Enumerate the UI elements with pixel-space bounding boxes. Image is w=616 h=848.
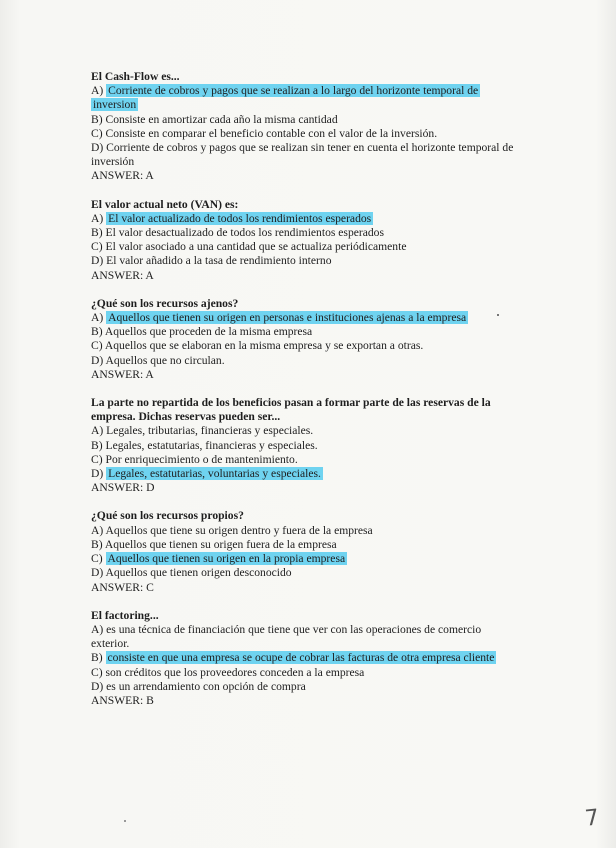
option-text: Consiste en amortizar cada año la misma cantidad [105, 112, 338, 126]
option-prefix: A) [91, 424, 107, 438]
option-c [91, 339, 521, 353]
question-1 [91, 70, 521, 184]
answer-line: ANSWER: B [91, 693, 154, 707]
question-title: La parte no repartida de los beneficios pasan a formar parte de las reservas de la empresa. Dichas reservas pueden ser... [91, 396, 491, 424]
option-d [91, 141, 521, 169]
option-text: Legales, estatutarias, financieras y especiales. [105, 438, 318, 452]
option-prefix: C) [91, 552, 106, 566]
option-c [91, 240, 521, 254]
highlighted-option-text: Legales, estatutarias, voluntarias y especiales. [108, 467, 321, 481]
highlighted-option-text: Aquellos que tienen su origen en la propia empresa [107, 552, 346, 566]
option-prefix: B) [91, 537, 105, 551]
question-title: El valor actual neto (VAN) es: [91, 197, 239, 211]
question-title: El Cash-Flow es... [91, 70, 180, 83]
highlighted-option-text: El valor actualizado de todos los rendimientos esperados [108, 211, 372, 225]
answer-line: ANSWER: D [91, 481, 155, 495]
handwritten-page-number: 7 [583, 805, 601, 832]
option-prefix: B) [91, 651, 106, 665]
scan-speck [497, 314, 499, 316]
option-prefix: C) [91, 452, 106, 466]
option-c [91, 552, 521, 566]
option-a [91, 212, 521, 226]
option-d [91, 354, 521, 368]
option-prefix: D) [91, 679, 107, 693]
answer-line: ANSWER: A [91, 268, 154, 282]
option-prefix: A) [91, 211, 107, 225]
highlighted-option-text: consiste en que una empresa se ocupe de cobrar las facturas de otra empresa cliente [107, 651, 495, 665]
option-b [91, 439, 521, 453]
option-c [91, 666, 521, 680]
option-prefix: A) [91, 622, 107, 636]
option-a [91, 424, 521, 438]
option-b [91, 538, 521, 552]
question-4 [91, 396, 521, 495]
option-d [91, 467, 521, 481]
option-text: El valor asociado a una cantidad que se actualiza periódicamente [105, 240, 407, 254]
option-text: El valor añadido a la tasa de rendimiento interno [106, 254, 332, 268]
option-text: Corriente de cobros y pagos que se realizan sin tener en cuenta el horizonte temporal de inversión [91, 141, 514, 169]
option-prefix: D) [91, 254, 107, 268]
option-text: Legales, tributarias, financieras y especiales. [106, 424, 314, 438]
option-prefix: B) [91, 226, 106, 240]
option-text: son créditos que los proveedores conceden a la empresa [105, 665, 365, 679]
option-text: Consiste en comparar el beneficio contable con el valor de la inversión. [105, 126, 438, 140]
answer-line: ANSWER: A [91, 169, 154, 183]
option-prefix: D) [91, 353, 106, 367]
option-text: Aquellos que proceden de la misma empresa [104, 325, 313, 339]
question-title: ¿Qué son los recursos propios? [91, 509, 244, 523]
option-text: es una técnica de financiación que tiene que ver con las operaciones de comercio exterior. [91, 622, 482, 651]
option-c [91, 453, 521, 467]
option-a [91, 524, 521, 538]
question-3 [91, 297, 521, 382]
option-prefix: D) [91, 467, 107, 481]
option-prefix: A) [91, 523, 106, 537]
option-text: Aquellos que tiene su origen dentro y fuera de la empresa [105, 523, 373, 537]
highlighted-option-text: Aquellos que tienen su origen en personas e instituciones ajenas a la empresa [108, 311, 467, 325]
option-prefix: D) [91, 566, 106, 580]
option-prefix: C) [91, 126, 106, 140]
option-prefix: B) [91, 325, 105, 339]
answer-line: ANSWER: A [91, 367, 154, 381]
question-title: ¿Qué son los recursos ajenos? [91, 296, 239, 310]
option-a [91, 623, 521, 651]
option-prefix: C) [91, 240, 106, 254]
option-prefix: A) [91, 311, 107, 325]
option-text: Por enriquecimiento o de mantenimiento. [105, 452, 298, 466]
answer-line: ANSWER: C [91, 580, 154, 594]
scan-speck [124, 820, 126, 822]
question-2 [91, 198, 521, 283]
option-text: Aquellos que tienen su origen fuera de la empresa [104, 537, 337, 551]
option-text: El valor desactualizado de todos los rendimientos esperados [105, 226, 384, 240]
option-text: es un arrendamiento con opción de compra [106, 679, 306, 693]
option-prefix: B) [91, 112, 106, 126]
option-d [91, 566, 521, 580]
option-b [91, 113, 521, 127]
option-prefix: B) [91, 438, 106, 452]
option-b [91, 226, 521, 240]
option-text: Aquellos que tienen origen desconocido [105, 566, 292, 580]
question-list [91, 70, 521, 722]
option-prefix: C) [91, 339, 105, 353]
option-d [91, 254, 521, 268]
option-prefix: A) [91, 84, 107, 98]
option-b [91, 651, 521, 665]
option-prefix: C) [91, 665, 106, 679]
option-a [91, 84, 521, 112]
question-5 [91, 509, 521, 594]
question-title: El factoring... [91, 608, 159, 622]
option-c [91, 127, 521, 141]
option-b [91, 325, 521, 339]
option-prefix: D) [91, 141, 107, 155]
option-d [91, 680, 521, 694]
highlighted-option-text: Corriente de cobros y pagos que se realizan a lo largo del horizonte temporal de inversion [93, 84, 479, 112]
option-a [91, 311, 521, 325]
question-6 [91, 609, 521, 708]
option-text: Aquellos que no circulan. [105, 353, 225, 367]
option-text: Aquellos que se elaboran en la misma empresa y se exportan a otras. [104, 339, 424, 353]
